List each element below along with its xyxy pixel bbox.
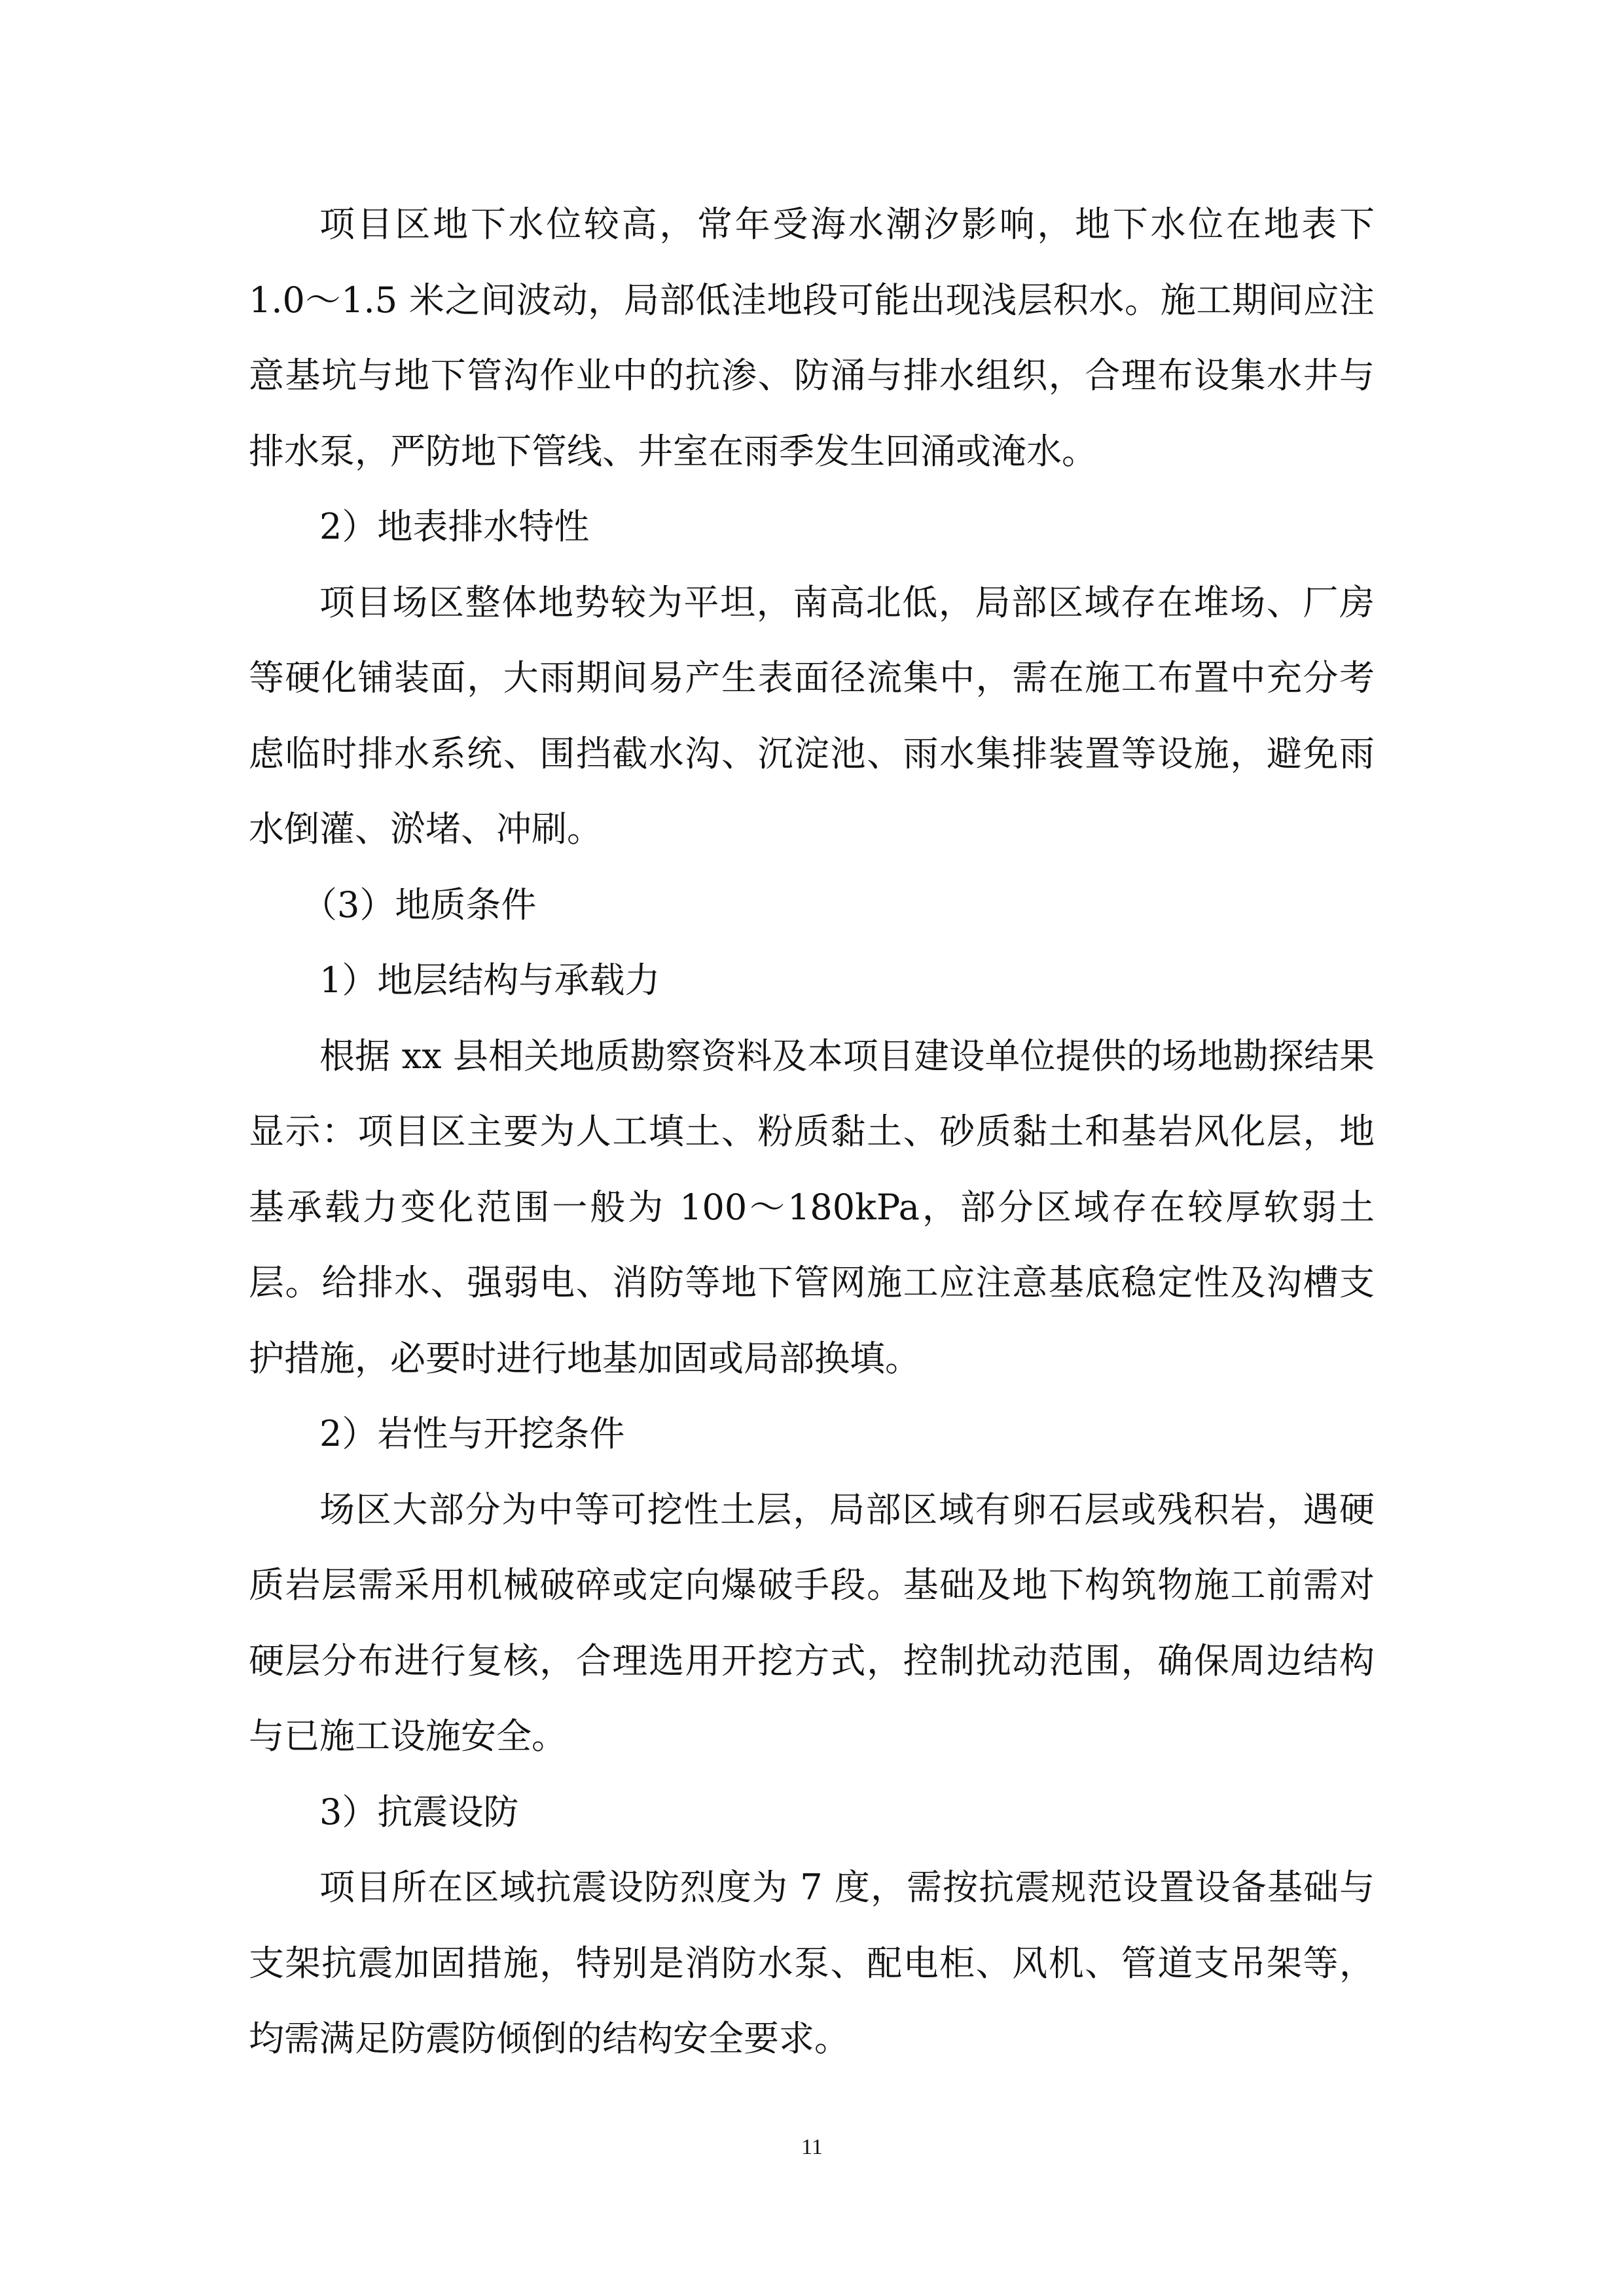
heading-lithology-excavation: 2）岩性与开挖条件 [319, 1413, 625, 1454]
heading-seismic: 3）抗震设防 [319, 1791, 519, 1833]
paragraph-lithology-excavation: 场区大部分为中等可挖性土层，局部区域有卵石层或残积岩，遇硬质岩层需采用机械破碎或定向爆破手段。基础及地下构筑物施工前需对硬层分布进行复核，合理选用开挖方式，控制扰动范围，确保周边结构与已施工设施安全。 [249, 1488, 1375, 1757]
paragraph-seismic: 项目所在区域抗震设防烈度为 7 度，需按抗震规范设置设备基础与支架抗震加固措施，特别是消防水泵、配电柜、风机、管道支吊架等，均需满足防震防倾倒的结构安全要求。 [249, 1867, 1375, 2059]
paragraph-strata-bearing: 根据 xx 县相关地质勘察资料及本项目建设单位提供的场地勘探结果显示：项目区主要为人工填土、粉质黏土、砂质黏土和基岩风化层，地基承载力变化范围一般为 100～180kPa，部分区域存在较厚软弱土层。给排水、强弱电、消防等地下管网施工应注意基底稳定性及沟槽支护措施，必要时进行地基加固或局部换填。 [249, 1035, 1375, 1379]
heading-surface-drainage: 2）地表排水特性 [319, 506, 590, 547]
paragraph-surface-drainage: 项目场区整体地势较为平坦，南高北低，局部区域存在堆场、厂房等硬化铺装面，大雨期间易产生表面径流集中，需在施工布置中充分考虑临时排水系统、围挡截水沟、沉淀池、雨水集排装置等设施，避免雨水倒灌、淤堵、冲刷。 [249, 581, 1375, 850]
paragraph-groundwater: 项目区地下水位较高，常年受海水潮汐影响，地下水位在地表下 1.0～1.5 米之间波动，局部低洼地段可能出现浅层积水。施工期间应注意基坑与地下管沟作业中的抗渗、防涌与排水组织，合理布设集水井与排水泵，严防地下管线、井室在雨季发生回涌或淹水。 [249, 204, 1375, 472]
page-number: 11 [801, 2135, 823, 2159]
heading-geology: （3）地质条件 [302, 884, 537, 925]
document-body [249, 187, 1375, 2077]
heading-strata-bearing: 1）地层结构与承载力 [319, 960, 660, 1001]
